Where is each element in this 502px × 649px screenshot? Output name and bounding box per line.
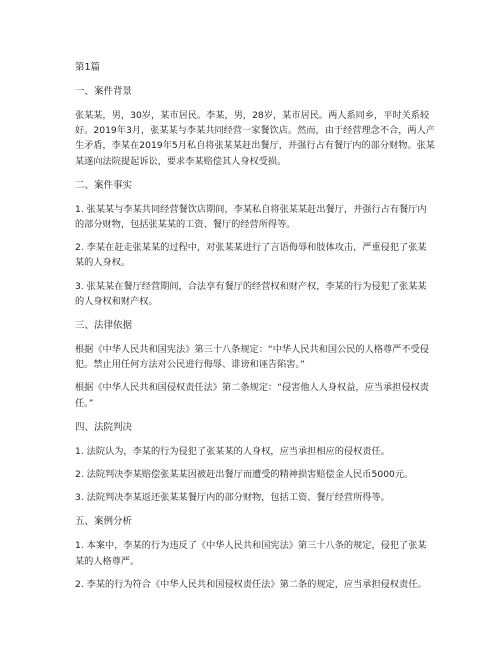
paragraph-judgment-2: 2. 法院判决李某赔偿张某某因被赶出餐厅而遭受的精神损害赔偿金人民币5000元。 bbox=[75, 469, 414, 481]
paragraph-legal-basis-1: 根据《中华人民共和国宪法》第三十八条规定：“中华人民共和国公民的人格尊严不受侵犯。禁止用任何方法对公民进行侮辱、诽谤和诬告陷害。” bbox=[75, 344, 429, 371]
paragraph-fact-2: 2. 李某在赶走张某某的过程中，对张某某进行了言语侮辱和肢体攻击，严重侵犯了张某某的人身权。 bbox=[75, 242, 427, 269]
paragraph-judgment-3: 3. 法院判决李某返还张某某餐厅内的部分财物，包括工资、餐厅经营所得等。 bbox=[75, 492, 390, 504]
paragraph-analysis-1: 1. 本案中，李某的行为违反了《中华人民共和国宪法》第三十八条的规定，侵犯了张某某的人格尊严。 bbox=[75, 540, 427, 567]
document-page bbox=[75, 61, 435, 600]
paragraph-fact-1: 1. 张某某与李某共同经营餐饮店期间，李某私自将张某某赶出餐厅，并强行占有餐厅内的部分财物，包括张某某的工资、餐厅的经营所得等。 bbox=[75, 203, 427, 231]
paragraph-fact-3: 3. 张某某在餐厅经营期间，合法享有餐厅的经营权和财产权，李某的行为侵犯了张某某的人身权和财产权。 bbox=[75, 280, 427, 307]
paragraph-legal-basis-2: 根据《中华人民共和国侵权责任法》第二条规定：“侵害他人人身权益，应当承担侵权责任。” bbox=[75, 382, 429, 409]
section-heading-judgment: 四、法院判决 bbox=[75, 421, 133, 433]
page-label: 第1篇 bbox=[75, 62, 101, 73]
paragraph-background: 张某某，男，30岁，某市居民。李某，男，28岁，某市居民。两人系同乡，平时关系较好。2019年3月，张某某与李某共同经营一家餐饮店。然而，由于经营理念不合，两人产生矛盾，李某在2019年5月私自将张某某赶出餐厅，并强行占有餐厅内的部分财物。张某某遂向法院提起诉讼，要求李某赔偿其人身权受损。 bbox=[75, 110, 435, 167]
section-heading-facts: 二、案件事实 bbox=[75, 179, 133, 191]
paragraph-judgment-1: 1. 法院认为，李某的行为侵犯了张某某的人身权，应当承担相应的侵权责任。 bbox=[75, 445, 390, 457]
section-heading-background: 一、案件背景 bbox=[75, 86, 133, 97]
section-heading-analysis: 五、案例分析 bbox=[75, 516, 133, 528]
paragraph-analysis-2: 2. 李某的行为符合《中华人民共和国侵权责任法》第二条的规定，应当承担侵权责任。 bbox=[75, 578, 427, 590]
section-heading-legal-basis: 三、法律依据 bbox=[75, 320, 133, 332]
